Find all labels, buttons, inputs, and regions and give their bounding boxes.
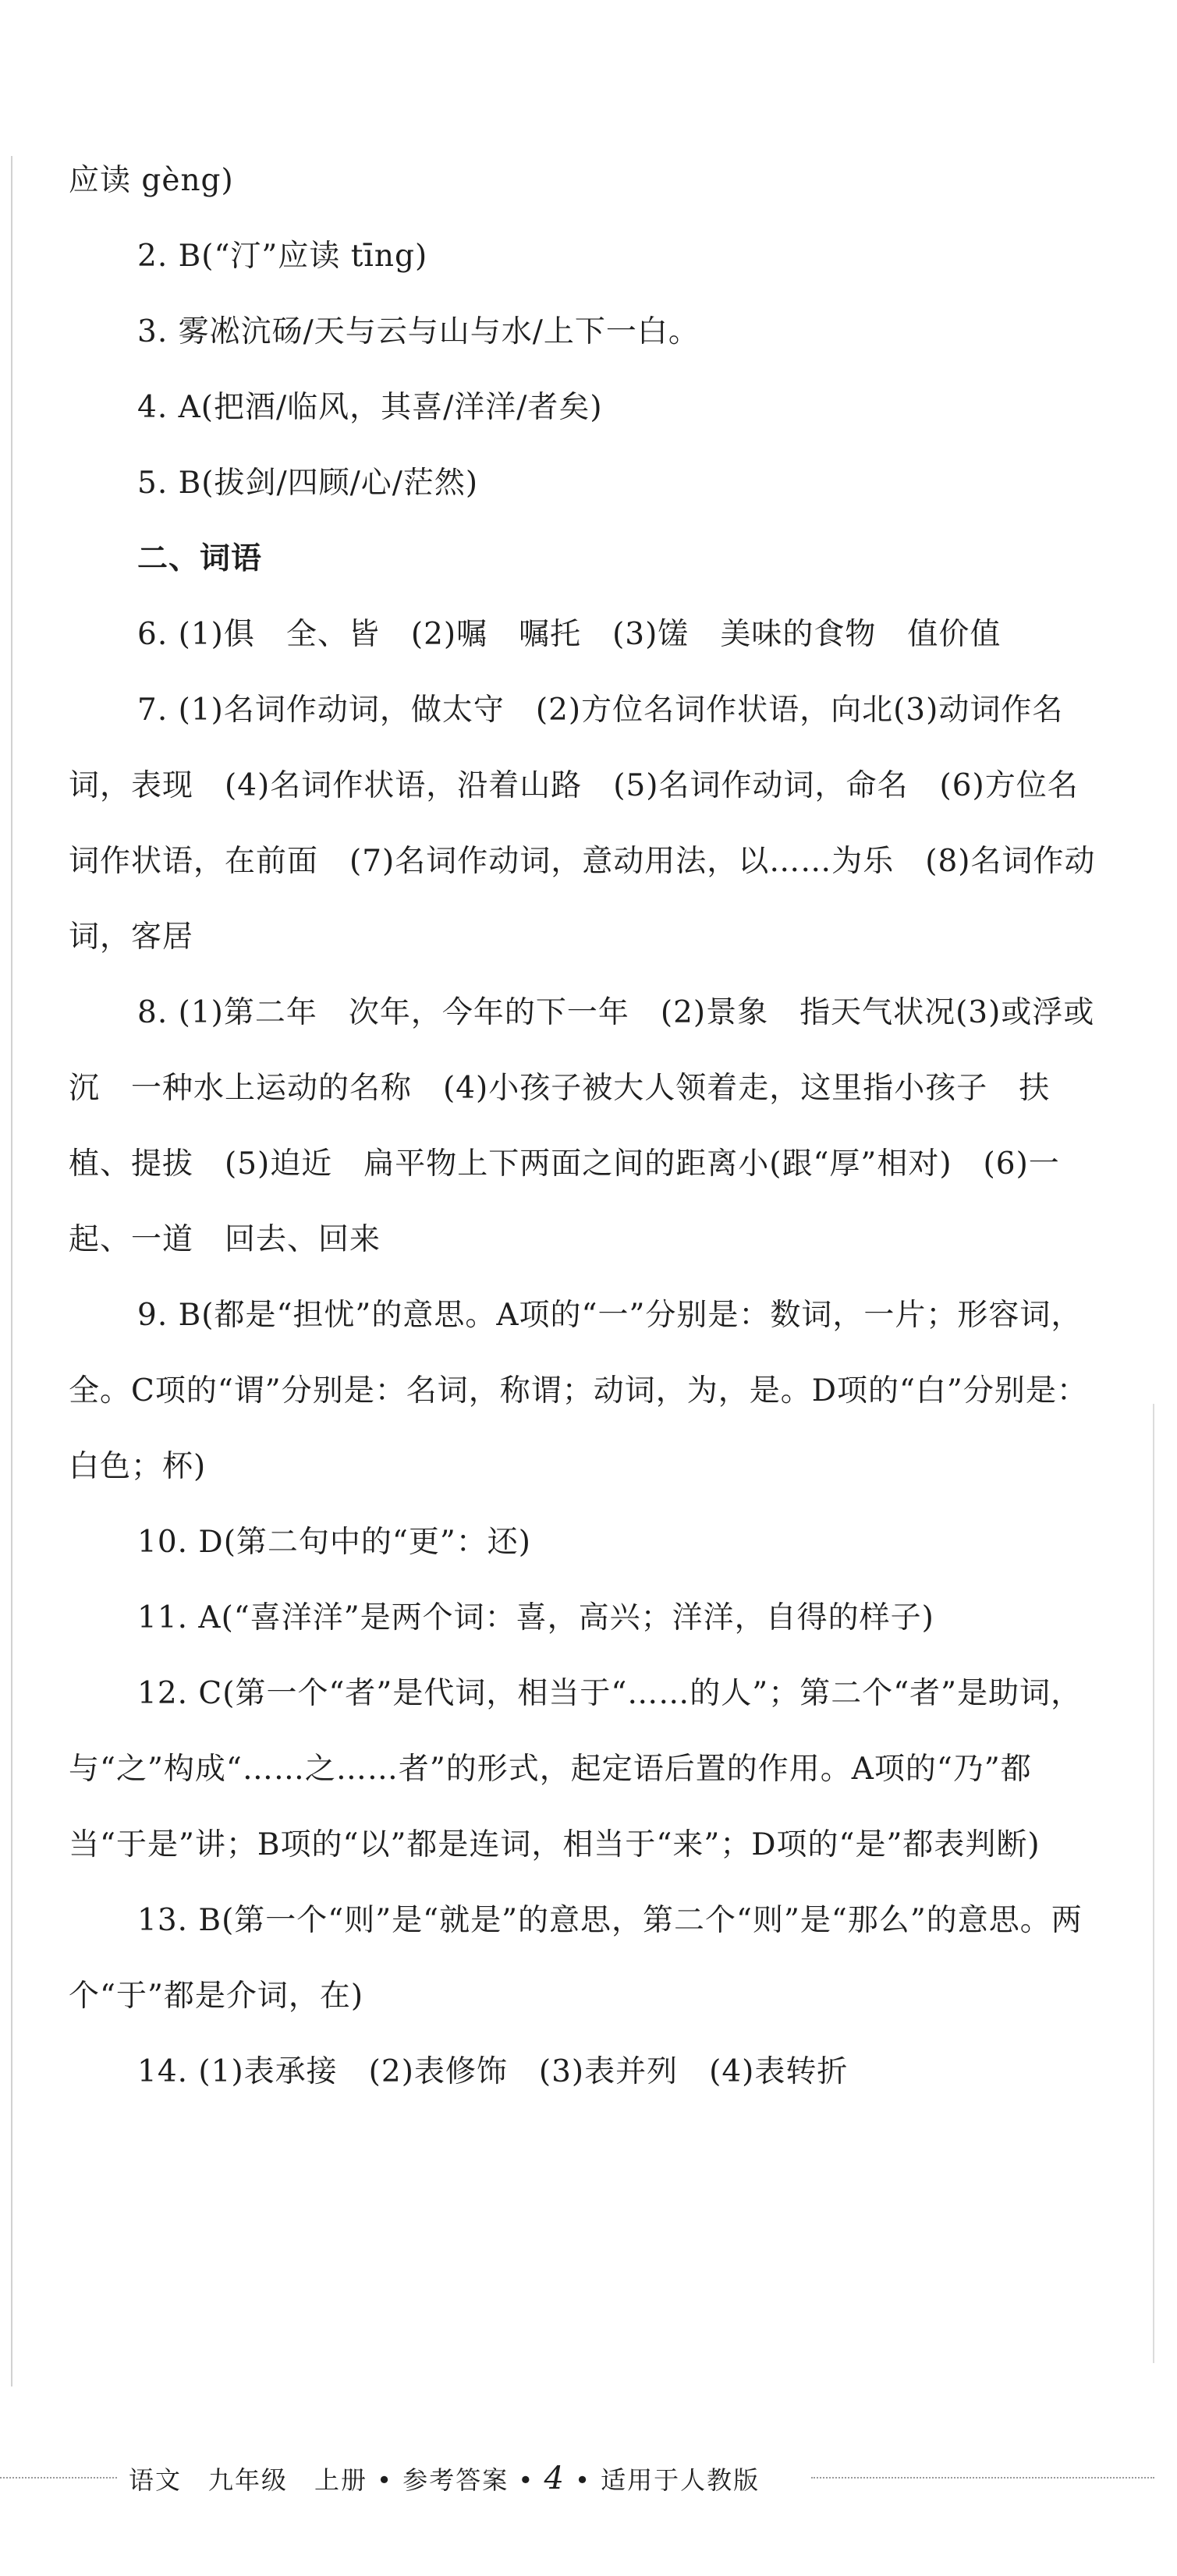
answer-line: 3. 雾凇沆砀/天与云与山与水/上下一白。 bbox=[137, 314, 700, 349]
answer-line: 5. B(拔剑/四顾/心/茫然) bbox=[137, 466, 479, 501]
answer-line: 12. C(第一个“者”是代词，相当于“……的人”；第二个“者”是助词，与“之”构成“……之……者”的形式，起定语后置的作用。A项的“乃”都当“于是”讲；B项的“以”都是连词，相当于“来”；D项的“是”都表判断) bbox=[69, 1676, 1083, 1862]
answer-line: 11. A(“喜洋洋”是两个词：喜，高兴；洋洋，自得的样子) bbox=[137, 1600, 934, 1635]
answer-line: 8. (1)第二年 次年，今年的下一年 (2)景象 指天气状况(3)或浮或沉 一种水上运动的名称 (4)小孩子被大人领着走，这里指小孩子 扶植、提拔 (5)迫近 扁平物上下两面之间的距离小(跟“厚”相对) (6)一起、一道 回去、回来 bbox=[69, 995, 1095, 1257]
answer-line: 6. (1)俱 全、皆 (2)嘱 嘱托 (3)馐 美味的食物 值价值 bbox=[137, 617, 1002, 652]
right-margin-rule bbox=[1153, 1404, 1154, 2363]
footer-edition: • 适用于人教版 bbox=[575, 2465, 760, 2495]
answer-line: 应读 gèng) bbox=[69, 163, 234, 198]
answer-line: 4. A(把酒/临风，其喜/洋洋/者矣) bbox=[137, 390, 603, 425]
footer-label: 语文 九年级 上册 • 参考答案 • bbox=[129, 2465, 535, 2495]
page-number: 4 bbox=[544, 2461, 565, 2496]
footer-text bbox=[129, 2455, 807, 2503]
section-heading: 二、词语 bbox=[137, 541, 263, 576]
answer-line: 7. (1)名词作动词，做太守 (2)方位名词作状语，向北(3)动词作名词，表现 (4)名词作状语，沿着山路 (5)名词作动词，命名 (6)方位名词作状语，在前面 (7)名词作动词，意动用法，以……为乐 (8)名词作动词，客居 bbox=[69, 693, 1096, 955]
answer-line: 10. D(第二句中的“更”：还) bbox=[137, 1525, 531, 1560]
footer-dotted-rule-right bbox=[811, 2477, 1154, 2479]
left-margin-rule bbox=[11, 156, 12, 2386]
answer-line: 9. B(都是“担忧”的意思。A项的“一”分别是：数词，一片；形容词，全。C项的“谓”分别是：名词，称谓；动词，为，是。D项的“白”分别是：白色；杯) bbox=[69, 1298, 1088, 1484]
footer-dotted-rule-left bbox=[0, 2477, 117, 2479]
page-footer bbox=[0, 2455, 1177, 2502]
answer-line: 2. B(“汀”应读 tīng) bbox=[137, 239, 428, 274]
answer-line: 13. B(第一个“则”是“就是”的意思，第二个“则”是“那么”的意思。两个“于”都是介词，在) bbox=[69, 1903, 1083, 2014]
answer-text-block bbox=[69, 143, 1106, 2110]
answer-line: 14. (1)表承接 (2)表修饰 (3)表并列 (4)表转折 bbox=[137, 2054, 849, 2089]
